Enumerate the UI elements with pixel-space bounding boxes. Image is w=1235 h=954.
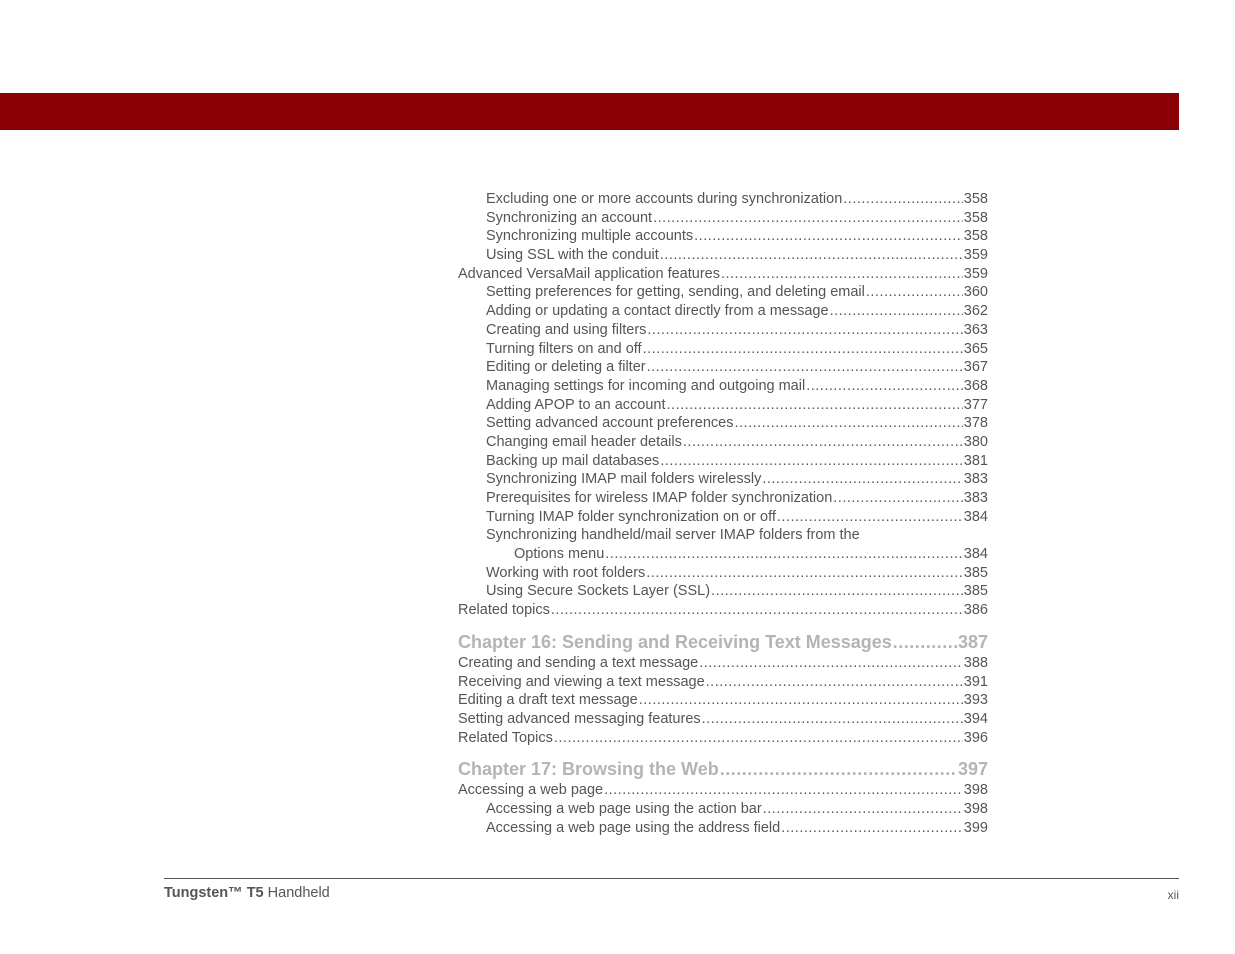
toc-entry[interactable] [458, 414, 988, 433]
toc-entry-page: 385 [963, 583, 988, 600]
toc-entry[interactable] [458, 377, 988, 396]
dot-leader [806, 377, 963, 396]
toc-entry-page: 360 [963, 284, 988, 301]
toc-entry-page: 386 [963, 602, 988, 619]
toc-entry[interactable] [458, 564, 988, 583]
toc-entry-page: 398 [963, 800, 988, 817]
toc-entry-page: 358 [963, 209, 988, 226]
footer-product-name [164, 885, 330, 901]
toc-entry-label: Synchronizing an account [486, 209, 653, 226]
toc-entry-label: Synchronizing IMAP mail folders wirelessly [486, 471, 762, 488]
toc-entry[interactable] [458, 246, 988, 265]
toc-entry-label: Turning IMAP folder synchronization on or off [486, 508, 776, 525]
toc-entry-page: 377 [963, 396, 988, 413]
dot-leader [660, 246, 963, 265]
toc-entry-page: 394 [963, 710, 988, 727]
dot-leader [702, 710, 963, 729]
toc-entry-page: 399 [963, 819, 988, 836]
toc-entry-label: Setting advanced messaging features [458, 710, 701, 727]
toc-entry[interactable] [458, 283, 988, 302]
toc-entry[interactable] [458, 819, 988, 838]
toc-entry-label: Accessing a web page using the action bar [486, 800, 762, 817]
toc-entry-page: 365 [963, 340, 988, 357]
toc-entry-page: 383 [963, 471, 988, 488]
dot-leader [699, 654, 963, 673]
dot-leader [706, 673, 963, 692]
dot-leader [734, 414, 962, 433]
toc-entry-page: 358 [963, 228, 988, 245]
toc-entry-label: Excluding one or more accounts during synchronization [486, 191, 843, 207]
dot-leader [639, 691, 963, 710]
toc-entry-label: Setting preferences for getting, sending, and deleting email [486, 284, 865, 301]
footer-page-number: xii [1167, 888, 1179, 902]
chapter-page: 387 [957, 631, 988, 652]
toc-entry-label: Editing or deleting a filter [486, 359, 646, 376]
chapter-title: Chapter 16: Sending and Receiving Text Messages [458, 631, 892, 652]
toc-entry-label: Changing email header details [486, 433, 682, 450]
dot-leader [554, 729, 963, 748]
dot-leader [763, 800, 963, 819]
dot-leader [781, 819, 963, 838]
dot-leader [660, 452, 962, 471]
toc-entry-page: 384 [963, 546, 988, 563]
toc-entry[interactable] [458, 508, 988, 527]
toc-entry-label: Setting advanced account preferences [486, 415, 734, 432]
dot-leader [694, 227, 963, 246]
toc-group-text-messages [458, 654, 988, 747]
dot-leader [711, 582, 963, 601]
chapter-heading-16[interactable] [458, 630, 988, 654]
toc-entry-label: Accessing a web page [458, 782, 604, 799]
toc-entry[interactable] [458, 227, 988, 246]
toc-entry[interactable] [458, 781, 988, 800]
dot-leader [605, 545, 963, 564]
toc-entry[interactable] [458, 265, 988, 284]
toc-entry-label: Using SSL with the conduit [486, 247, 659, 264]
dot-leader [551, 601, 963, 620]
toc-entry-label: Backing up mail databases [486, 452, 660, 469]
chapter-title: Chapter 17: Browsing the Web [458, 759, 719, 780]
toc-entry-page: 388 [963, 654, 988, 671]
toc-entry-label: Managing settings for incoming and outgoing mail [486, 377, 806, 394]
toc-entry-page: 363 [963, 321, 988, 338]
toc-entry[interactable] [458, 470, 988, 489]
toc-entry-page: 398 [963, 782, 988, 799]
dot-leader [762, 470, 962, 489]
dot-leader [604, 781, 963, 800]
toc-entry[interactable] [458, 601, 988, 620]
table-of-contents [458, 190, 988, 837]
dot-leader [843, 190, 963, 209]
toc-entry[interactable] [458, 800, 988, 819]
toc-entry-page: 358 [963, 191, 988, 207]
dot-leader [893, 630, 957, 654]
toc-entry-page: 391 [963, 673, 988, 690]
toc-entry-page: 359 [963, 247, 988, 264]
toc-entry[interactable] [458, 321, 988, 340]
toc-entry-label-continued: Options menu [514, 546, 605, 563]
toc-entry-page: 368 [963, 377, 988, 394]
toc-entry-page: 359 [963, 265, 988, 282]
toc-entry[interactable] [458, 340, 988, 359]
toc-entry-label: Creating and sending a text message [458, 654, 699, 671]
footer-product: Handheld [263, 885, 330, 901]
toc-entry[interactable] [458, 302, 988, 321]
toc-entry-page: 381 [963, 452, 988, 469]
toc-entry-label: Advanced VersaMail application features [458, 265, 720, 282]
header-band [0, 93, 1179, 130]
toc-entry-page: 385 [963, 564, 988, 581]
chapter-heading-17[interactable] [458, 757, 988, 781]
toc-entry-page: 362 [963, 303, 988, 320]
dot-leader [866, 283, 963, 302]
toc-entry[interactable] [458, 526, 988, 563]
toc-entry[interactable] [458, 358, 988, 377]
toc-entry-label: Synchronizing multiple accounts [486, 228, 694, 245]
toc-entry[interactable] [458, 582, 988, 601]
dot-leader [647, 358, 963, 377]
toc-entry-label: Related Topics [458, 729, 553, 746]
toc-entry-label: Related topics [458, 602, 550, 619]
toc-entry-page: 378 [963, 415, 988, 432]
toc-entry-label: Creating and using filters [486, 321, 647, 338]
toc-entry-label: Receiving and viewing a text message [458, 673, 705, 690]
dot-leader [643, 340, 963, 359]
toc-entry-page: 367 [963, 359, 988, 376]
dot-leader [830, 302, 963, 321]
toc-entry-label: Adding APOP to an account [486, 396, 666, 413]
toc-entry[interactable] [458, 691, 988, 710]
dot-leader [683, 433, 963, 452]
toc-entry-label: Accessing a web page using the address field [486, 819, 781, 836]
dot-leader [667, 396, 963, 415]
toc-group-web [458, 781, 988, 837]
toc-entry[interactable] [458, 673, 988, 692]
dot-leader [646, 564, 963, 583]
toc-entry-page: 380 [963, 433, 988, 450]
toc-entry[interactable] [458, 209, 988, 228]
toc-entry-page: 383 [963, 490, 988, 506]
toc-entry-page: 396 [963, 729, 988, 746]
toc-entry[interactable] [458, 190, 988, 209]
toc-entry[interactable] [458, 452, 988, 471]
toc-entry-label: Working with root folders [486, 564, 646, 581]
footer-rule [164, 878, 1179, 879]
toc-entry-label: Using Secure Sockets Layer (SSL) [486, 583, 711, 600]
toc-entry-label: Editing a draft text message [458, 692, 638, 709]
toc-group-versamail [458, 190, 988, 526]
dot-leader [833, 489, 963, 508]
toc-entry[interactable] [458, 654, 988, 673]
toc-entry-label: Prerequisites for wireless IMAP folder synchronization [486, 490, 833, 506]
dot-leader [721, 265, 963, 284]
toc-entry-label: Synchronizing handheld/mail server IMAP folders from the [486, 527, 860, 544]
toc-entry[interactable] [458, 729, 988, 748]
toc-group-versamail-end [458, 564, 988, 620]
chapter-page: 397 [957, 759, 988, 780]
dot-leader [777, 508, 963, 527]
toc-entry-page: 384 [963, 508, 988, 525]
dot-leader [720, 757, 957, 781]
dot-leader [647, 321, 962, 340]
toc-entry[interactable] [458, 489, 988, 508]
toc-entry[interactable] [458, 710, 988, 729]
toc-entry-label: Adding or updating a contact directly from a message [486, 303, 829, 320]
toc-entry[interactable] [458, 396, 988, 415]
toc-entry-label: Turning filters on and off [486, 340, 642, 357]
footer-brand: Tungsten™ T5 [164, 885, 264, 901]
toc-entry-page: 393 [963, 692, 988, 709]
dot-leader [653, 209, 963, 228]
toc-entry[interactable] [458, 433, 988, 452]
